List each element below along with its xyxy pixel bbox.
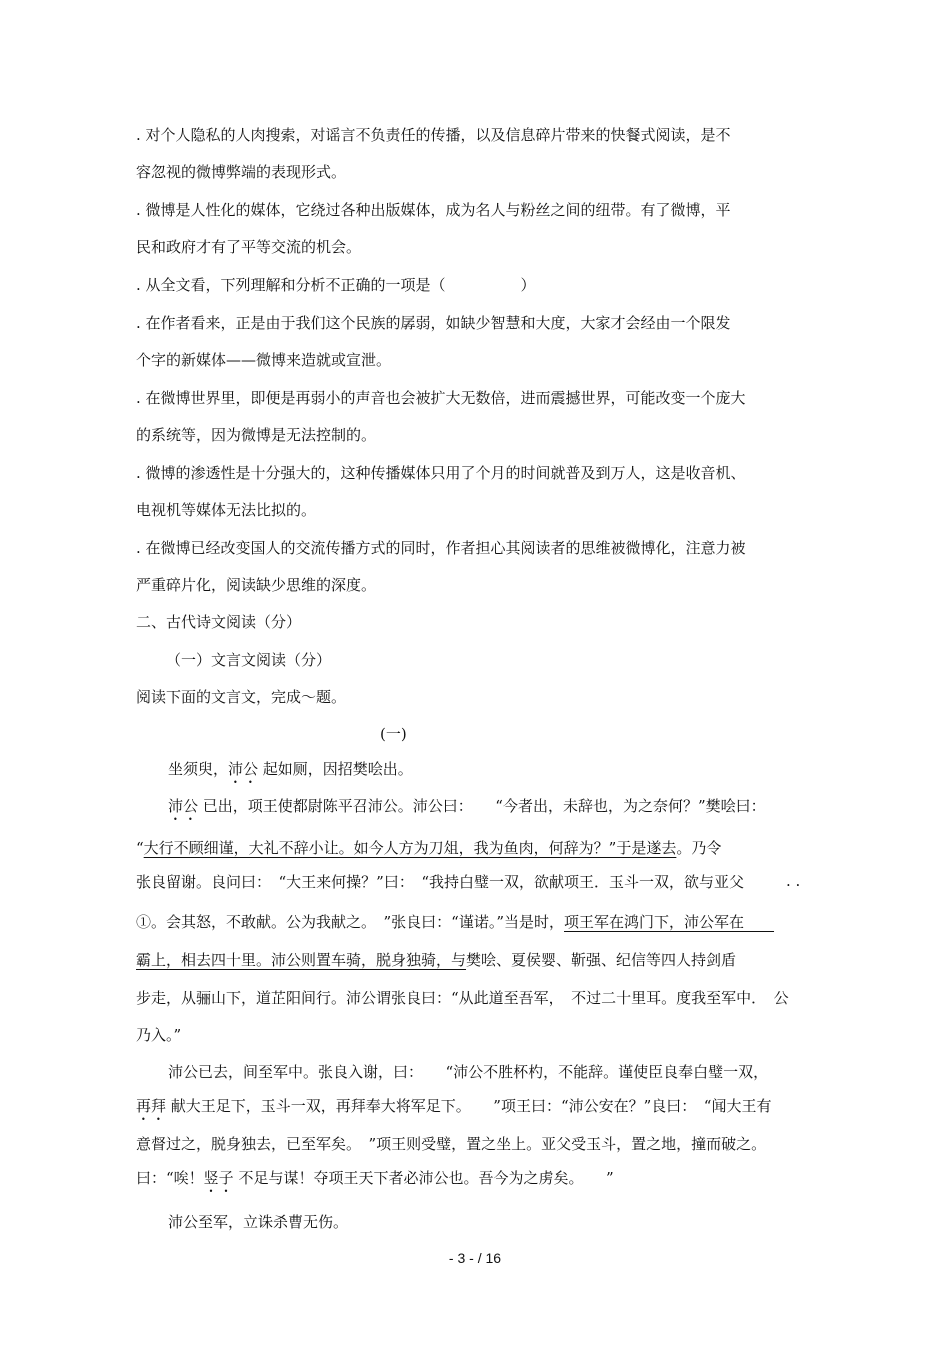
option-a-line2: 个字的新媒体——微博来造就或宣泄。 [136, 351, 392, 369]
option-d2-line1: . 在微博已经改变国人的交流传播方式的同时，作者担心其阅读者的思维被微博化，注意力被 [136, 539, 746, 557]
passage-line-3: “大行不顾细谨，大礼不辞小让。如今人方为刀俎，我为鱼肉，何辞为？”于是遂去。乃令 [136, 839, 722, 857]
passage-line-8: 乃入。” [136, 1026, 182, 1044]
option-c2-line2: 电视机等媒体无法比拟的。 [136, 501, 317, 519]
passage-line-4: 张良留谢。良问曰： “大王来何操？”曰： “我持白璧一双，欲献项王．玉斗一双，欲与亚父 [136, 873, 745, 891]
option-d-line2: 民和政府才有了平等交流的机会。 [136, 238, 362, 256]
passage-line-10: 再拜 献大王足下，玉斗一双，再拜奉大将军足下。 ”项王曰：“沛公安在？”良曰： “闻大王有 [136, 1097, 772, 1115]
option-d-line1: . 微博是人性化的媒体，它绕过各种出版媒体，成为名人与粉丝之间的纽带。有了微博，平 [136, 201, 731, 219]
passage-line-6: 霸上，相去四十里。沛公则置车骑，脱身独骑，与樊哙、夏侯婴、靳强、纪信等四人持剑盾 [136, 951, 737, 969]
instruction: 阅读下面的文言文，完成～题。 [136, 688, 347, 706]
passage-line-1: 坐须臾，沛公 起如厕，因招樊哙出。 [168, 760, 413, 778]
option-a-line1: . 在作者看来，正是由于我们这个民族的孱弱，如缺少智慧和大度，大家才会经由一个限发 [136, 314, 731, 332]
passage-line-12: 曰：“唉！竖子 不足与谋！夺项王天下者必沛公也。吾今为之虏矣。 ” [136, 1169, 614, 1187]
section-heading: 二、古代诗文阅读（分） [136, 613, 302, 631]
passage-line-13: 沛公至军，立诛杀曹无伤。 [168, 1213, 349, 1231]
stray-dots: . . [786, 872, 801, 890]
option-c2-line1: . 微博的渗透性是十分强大的，这种传播媒体只用了个月的时间就普及到万人，这是收音机、 [136, 464, 746, 482]
passage-line-5: ①。会其怒，不敢献。公为我献之。 ”张良曰：“谨诺。”当是时，项王军在鸿门下，沛公军在 [136, 913, 775, 931]
option-d2-line2: 严重碎片化，阅读缺少思维的深度。 [136, 576, 377, 594]
option-b-line1: . 在微博世界里，即便是再弱小的声音也会被扩大无数倍，进而震撼世界，可能改变一个庞大 [136, 389, 746, 407]
passage-line-11: 意督过之，脱身独去，已至军矣。 ”项王则受璧，置之坐上。亚父受玉斗，置之地，撞而破之。 [136, 1135, 767, 1153]
option-b-line2: 的系统等，因为微博是无法控制的。 [136, 426, 377, 444]
passage-line-2: 沛公 已出，项王使都尉陈平召沛公。沛公曰： “今者出，未辞也，为之奈何？”樊哙曰： [168, 797, 766, 815]
option-c-line1: . 对个人隐私的人肉搜索，对谣言不负责任的传播，以及信息碎片带来的快餐式阅读，是不 [136, 126, 731, 144]
passage-line-7: 步走，从骊山下，道芷阳间行。沛公谓张良曰：“从此道至吾军， 不过二十里耳。度我至军中． 公 [136, 989, 789, 1007]
subsection-heading: （一）文言文阅读（分） [166, 651, 332, 669]
passage-number: (一) [380, 725, 407, 743]
option-c-line2: 容忽视的微博弊端的表现形式。 [136, 163, 347, 181]
passage-line-9: 沛公已去，间至军中。张良入谢，曰： “沛公不胜杯杓，不能辞。谨使臣良奉白璧一双， [168, 1063, 769, 1081]
question-line: . 从全文看，下列理解和分析不正确的一项是（ ） [136, 276, 536, 294]
page-number: - 3 - / 16 [448, 1250, 502, 1266]
